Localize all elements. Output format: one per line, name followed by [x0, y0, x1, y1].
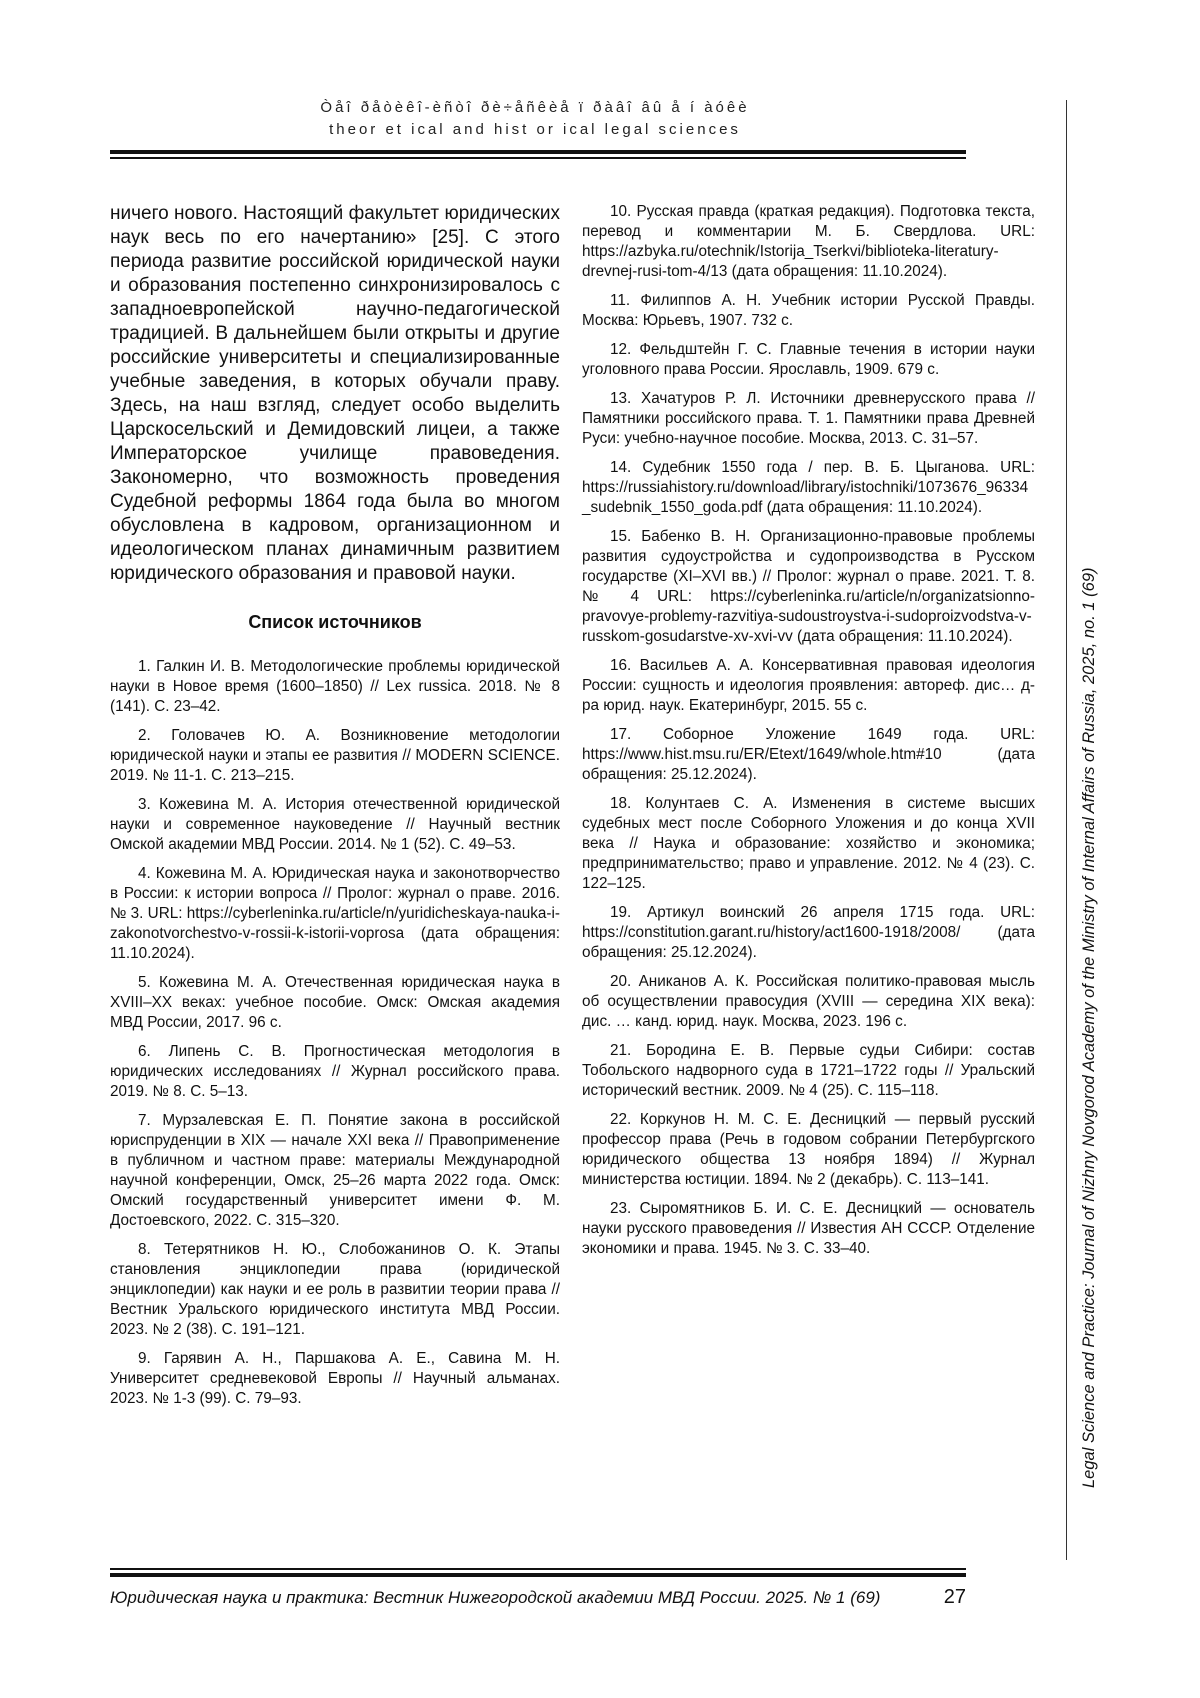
footer-rule-thin: [110, 1568, 966, 1570]
reference-item: 16. Васильев А. А. Консервативная правовая идеология России: сущность и идеология проявления: автореф. дис… д-ра юрид. наук. Екатеринбург, 2015. 55 с.: [582, 657, 1035, 714]
reference-item: 9. Гарявин А. Н., Паршакова А. Е., Савина М. Н. Университет средневековой Европы // Научный альманах. 2023. № 1-3 (99). С. 79–93.: [110, 1350, 560, 1407]
reference-item: 6. Липень С. В. Прогностическая методология в юридических исследованиях // Журнал российского права. 2019. № 8. С. 5–13.: [110, 1043, 560, 1100]
reference-item: 21. Бородина Е. В. Первые судьи Сибири: состав Тобольского надворного суда в 1721–1722 годы // Уральский исторический вестник. 2009. № 4 (25). С. 115–118.: [582, 1042, 1035, 1099]
body-text: [110, 202, 560, 586]
page-number: 27: [943, 1586, 966, 1608]
header-subtitle: theor et ical and hist or ical legal sciences: [329, 121, 741, 138]
reference-item: 3. Кожевина М. А. История отечественной юридической науки и современное науковедение // Научный вестник Омской академии МВД России. 2014. № 1 (52). С. 49–53.: [110, 796, 560, 853]
body-paragraph: ничего нового. Настоящий факультет юридических наук весь по его начертанию» [25]. С этого периода развитие российской юридической науки и образования постепенно синхронизировалось с западноевропейской научно-педагогической традицией. В дальнейшем были открыты и другие российские университеты и специализированные учебные заведения, в которых обучали праву. Здесь, на наш взгляд, следует особо выделить Царскосельский и Демидовский лицеи, а также Императорское училище правоведения. Закономерно, что возможность проведения Судебной реформы 1864 года была во многом обусловлена в кадровом, организационном и идеологическом планах динамичным развитием юридического образования и правовой науки.: [110, 203, 560, 584]
side-divider: [1066, 100, 1067, 1560]
running-header: [110, 98, 960, 142]
reference-item: 10. Русская правда (краткая редакция). Подготовка текста, перевод и комментарии М. Б. Свердлова. URL: https://azbyka.ru/otechnik/Istorija_Tserkvi/biblioteka-literatury-drevnej-rusi-tom-4/13 (дата обращения: 11.10.2024).: [582, 203, 1035, 280]
reference-item: 20. Аниканов А. К. Российская политико-правовая мысль об осуществлении правосудия (XVIII — середина XIX века): дис. … канд. юрид. наук. Москва, 2023. 196 с.: [582, 973, 1035, 1030]
reference-item: 18. Колунтаев С. А. Изменения в системе высших судебных мест после Соборного Уложения и до конца XVII века // Наука и образование: хозяйство и экономика; предпринимательство; право и управление. 2012. № 4 (23). С. 122–125.: [582, 795, 1035, 892]
reference-item: 23. Сыромятников Б. И. С. Е. Десницкий — основатель науки русского правоведения // Известия АН СССР. Отделение экономики и права. 1945. № 3. С. 33–40.: [582, 1200, 1035, 1257]
reference-item: 8. Тетерятников Н. Ю., Слобожанинов О. К. Этапы становления энциклопедии права (юридической энциклопедии) как науки и ее роль в развитии теории права // Вестник Уральского юридического института МВД России. 2023. № 2 (38). С. 191–121.: [110, 1241, 560, 1338]
reference-item: 14. Судебник 1550 года / пер. В. Б. Цыганова. URL: https://russiahistory.ru/download/library/istochniki/1073676_96334_sudebnik_1550_goda.pdf (дата обращения: 11.10.2024).: [582, 459, 1035, 516]
left-column: [110, 202, 560, 1418]
header-rule-thin: [110, 157, 966, 159]
side-journal-title: Legal Science and Practice: Journal of Nizhny Novgorod Academy of the Ministry of Internal Affairs of Russia, 2025, no. 1 (69): [1080, 567, 1098, 1488]
references-right: [582, 202, 1035, 1259]
reference-item: 7. Мурзалевская Е. П. Понятие закона в российской юриспруденции в XIX — начале XXI века // Правоприменение в публичном и частном праве: материалы Международной научной конференции, Омск, 25–26 марта 2022 года. Омск: Омский государственный университет имени Ф. М. Достоевского, 2022. С. 315–320.: [110, 1112, 560, 1229]
reference-item: 17. Соборное Уложение 1649 года. URL: https://www.hist.msu.ru/ER/Etext/1649/whole.htm#10 (дата обращения: 25.12.2024).: [582, 726, 1035, 783]
reference-item: 5. Кожевина М. А. Отечественная юридическая наука в XVIII–XX веках: учебное пособие. Омск: Омская академия МВД России, 2017. 96 с.: [110, 974, 560, 1031]
reference-item: 1. Галкин И. В. Методологические проблемы юридической науки в Новое время (1600–1850) // Lex russica. 2018. № 8 (141). С. 23–42.: [110, 658, 560, 715]
reference-item: 2. Головачев Ю. А. Возникновение методологии юридической науки и этапы ее развития // MODERN SCIENCE. 2019. № 11-1. С. 213–215.: [110, 727, 560, 784]
reference-item: 19. Артикул воинский 26 апреля 1715 года. URL: https://constitution.garant.ru/history/act1600-1918/2008/ (дата обращения: 25.12.2024).: [582, 904, 1035, 961]
reference-item: 4. Кожевина М. А. Юридическая наука и законотворчество в России: к истории вопроса // Пролог: журнал о праве. 2016. № 3. URL: https://cyberleninka.ru/article/n/yuridicheskaya-nauka-i-zakonotvorchestvo-v-rossii-k-istorii-voprosa (дата обращения: 11.10.2024).: [110, 865, 561, 962]
sources-title: Список источников: [248, 612, 422, 632]
header-garbled-title: Òåî ðåòèêî-èñòî ðè÷åñêèå ï ðàâî âû å í àóêè: [320, 99, 750, 116]
footer-journal: Юридическая наука и практика: Вестник Нижегородской академии МВД России. 2025. № 1 (69): [110, 1588, 881, 1607]
reference-item: 11. Филиппов А. Н. Учебник истории Русской Правды. Москва: Юрьевъ, 1907. 732 с.: [582, 292, 1035, 329]
reference-item: 12. Фельдштейн Г. С. Главные течения в истории науки уголовного права России. Ярославль, 1909. 679 с.: [582, 341, 1035, 378]
reference-item: 15. Бабенко В. Н. Организационно-правовые проблемы развития судоустройства и судопроизводства в Русском государстве (XI–XVI вв.) // Пролог: журнал о праве. 2021. Т. 8. № 4 URL: https://cyberleninka.ru/article/n/organizatsionno-pravovye-problemy-razvitiya-sudoustroystva-i-sudoproizvodstva-v-russkom-gosudarstve-xv-xvi-vv (дата обращения: 11.10.2024).: [582, 528, 1035, 645]
footer-rule-thick: [110, 1573, 966, 1577]
reference-item: 13. Хачатуров Р. Л. Источники древнерусского права // Памятники российского права. Т. 1. Памятники права Древней Руси: учебно-научное пособие. Москва, 2013. С. 31–57.: [582, 390, 1035, 447]
right-column: [582, 202, 1035, 1268]
reference-item: 22. Коркунов Н. М. С. Е. Десницкий — первый русский профессор права (Речь в годовом собрании Петербургского юридического общества 13 ноября 1894) // Журнал министерства юстиции. 1894. № 2 (декабрь). С. 113–141.: [582, 1111, 1035, 1188]
references-left: [110, 657, 560, 1409]
header-rule-thick: [110, 150, 966, 154]
